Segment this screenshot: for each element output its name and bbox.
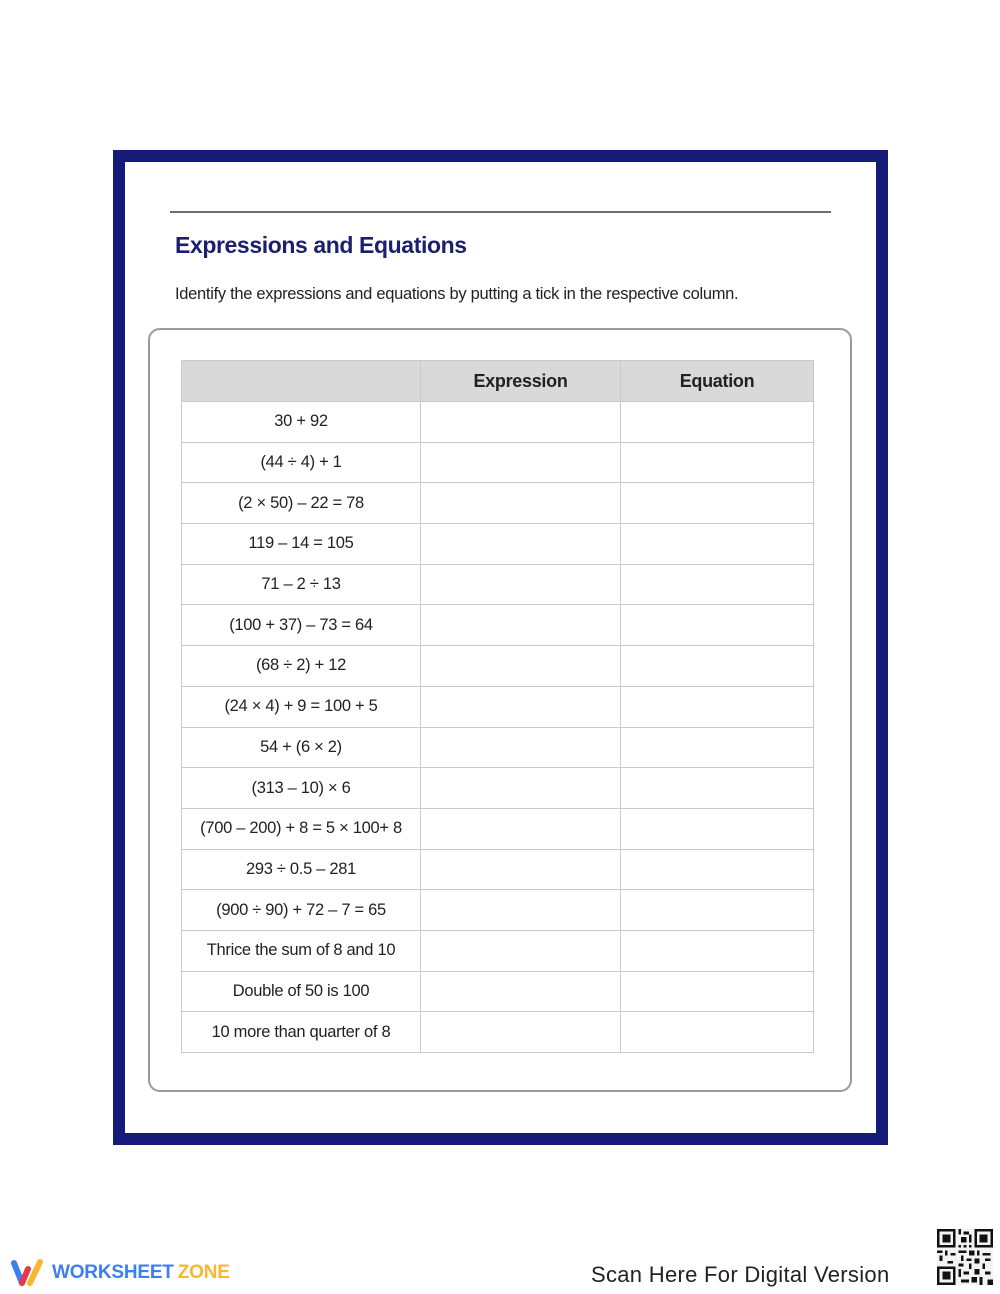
- table-row: [182, 849, 814, 890]
- worksheet-zone-logo[interactable]: [10, 1258, 230, 1288]
- table-row: [182, 971, 814, 1012]
- item-cell: (100 + 37) – 73 = 64: [182, 605, 421, 646]
- expression-tick-cell[interactable]: [421, 686, 621, 727]
- item-cell: (313 – 10) × 6: [182, 768, 421, 809]
- logo-text-worksheet: WORKSHEET: [52, 1262, 174, 1283]
- table-row: [182, 768, 814, 809]
- expression-tick-cell[interactable]: [421, 483, 621, 524]
- table-header-row: [182, 361, 814, 402]
- table-row: [182, 524, 814, 565]
- table-row: [182, 605, 814, 646]
- item-cell: 71 – 2 ÷ 13: [182, 564, 421, 605]
- worksheet-zone-logo-icon: [10, 1258, 46, 1288]
- classification-table: [181, 360, 814, 1053]
- header-expression: Expression: [421, 361, 621, 402]
- item-cell: 293 ÷ 0.5 – 281: [182, 849, 421, 890]
- logo-text-zone: ZONE: [177, 1262, 230, 1283]
- equation-tick-cell[interactable]: [621, 402, 814, 443]
- expression-tick-cell[interactable]: [421, 564, 621, 605]
- table-row: [182, 483, 814, 524]
- item-cell: (900 ÷ 90) + 72 – 7 = 65: [182, 890, 421, 931]
- item-cell: Thrice the sum of 8 and 10: [182, 930, 421, 971]
- expression-tick-cell[interactable]: [421, 646, 621, 687]
- item-cell: 119 – 14 = 105: [182, 524, 421, 565]
- expression-tick-cell[interactable]: [421, 808, 621, 849]
- item-cell: (2 × 50) – 22 = 78: [182, 483, 421, 524]
- expression-tick-cell[interactable]: [421, 849, 621, 890]
- item-cell: Double of 50 is 100: [182, 971, 421, 1012]
- equation-tick-cell[interactable]: [621, 483, 814, 524]
- table-row: [182, 808, 814, 849]
- qr-code[interactable]: [937, 1229, 993, 1285]
- equation-tick-cell[interactable]: [621, 890, 814, 931]
- table-row: [182, 686, 814, 727]
- expression-tick-cell[interactable]: [421, 727, 621, 768]
- equation-tick-cell[interactable]: [621, 442, 814, 483]
- item-cell: (700 – 200) + 8 = 5 × 100+ 8: [182, 808, 421, 849]
- header-item: [182, 361, 421, 402]
- worksheet-title: Expressions and Equations: [175, 232, 467, 258]
- item-cell: (68 ÷ 2) + 12: [182, 646, 421, 687]
- table-row: [182, 564, 814, 605]
- equation-tick-cell[interactable]: [621, 564, 814, 605]
- equation-tick-cell[interactable]: [621, 971, 814, 1012]
- equation-tick-cell[interactable]: [621, 1012, 814, 1053]
- header-divider: [170, 211, 831, 213]
- expression-tick-cell[interactable]: [421, 971, 621, 1012]
- expression-tick-cell[interactable]: [421, 890, 621, 931]
- expression-tick-cell[interactable]: [421, 524, 621, 565]
- expression-tick-cell[interactable]: [421, 605, 621, 646]
- expression-tick-cell[interactable]: [421, 768, 621, 809]
- table-row: [182, 646, 814, 687]
- expression-tick-cell[interactable]: [421, 930, 621, 971]
- equation-tick-cell[interactable]: [621, 849, 814, 890]
- table-row: [182, 442, 814, 483]
- table-row: [182, 890, 814, 931]
- equation-tick-cell[interactable]: [621, 646, 814, 687]
- item-cell: 10 more than quarter of 8: [182, 1012, 421, 1053]
- item-cell: 30 + 92: [182, 402, 421, 443]
- equation-tick-cell[interactable]: [621, 605, 814, 646]
- table-row: [182, 930, 814, 971]
- header-equation: Equation: [621, 361, 814, 402]
- equation-tick-cell[interactable]: [621, 686, 814, 727]
- equation-tick-cell[interactable]: [621, 930, 814, 971]
- equation-tick-cell[interactable]: [621, 727, 814, 768]
- item-cell: (44 ÷ 4) + 1: [182, 442, 421, 483]
- table-row: [182, 727, 814, 768]
- scan-label: Scan Here For Digital Version: [591, 1262, 890, 1287]
- expression-tick-cell[interactable]: [421, 442, 621, 483]
- expression-tick-cell[interactable]: [421, 402, 621, 443]
- equation-tick-cell[interactable]: [621, 808, 814, 849]
- item-cell: 54 + (6 × 2): [182, 727, 421, 768]
- worksheet-instructions: Identify the expressions and equations by putting a tick in the respective column.: [175, 285, 739, 303]
- equation-tick-cell[interactable]: [621, 768, 814, 809]
- table-row: [182, 1012, 814, 1053]
- table-row: [182, 402, 814, 443]
- item-cell: (24 × 4) + 9 = 100 + 5: [182, 686, 421, 727]
- expression-tick-cell[interactable]: [421, 1012, 621, 1053]
- equation-tick-cell[interactable]: [621, 524, 814, 565]
- qr-code-icon: [937, 1229, 993, 1285]
